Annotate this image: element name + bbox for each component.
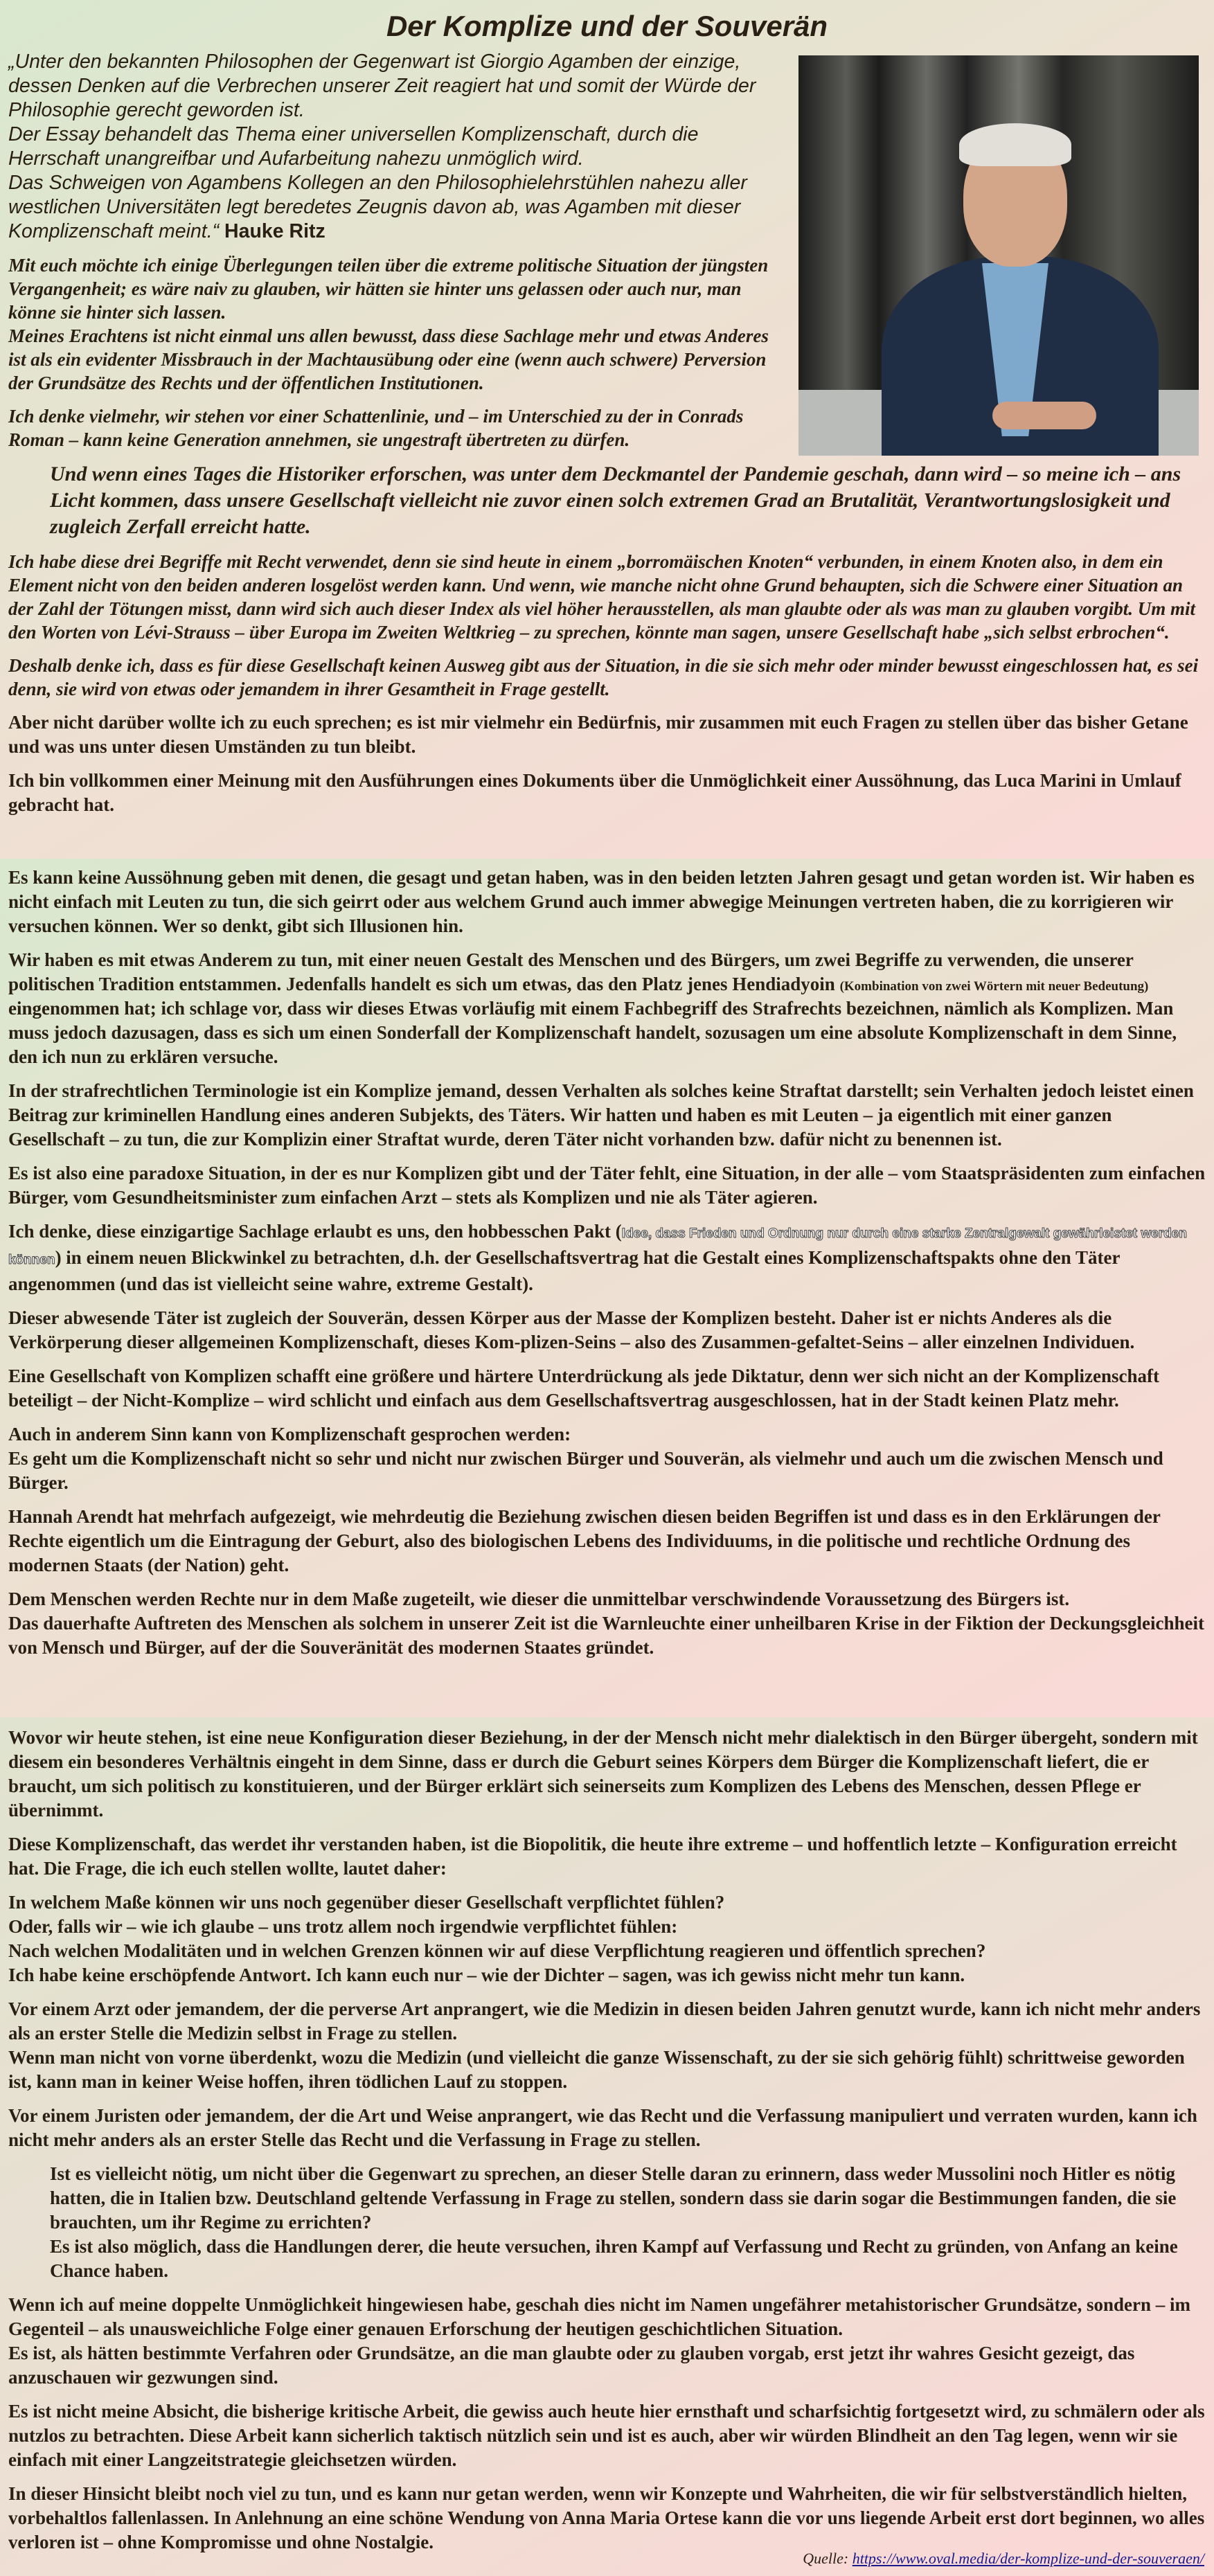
paragraph: Ich bin vollkommen einer Meinung mit den Ausführungen eines Dokuments über die Unmöglichkeit einer Aussöhnung, das Luca Marini in Umlauf gebracht hat.: [8, 770, 1181, 815]
source-line: [803, 2548, 1204, 2569]
photo-hand: [992, 402, 1096, 429]
paragraph: Es ist also möglich, dass die Handlungen derer, die heute versuchen, ihren Kampf auf Verfassung und Recht zu gründen, von Anfang an keine Chance haben.: [50, 2236, 1178, 2281]
section-biopolitics: [0, 1717, 1214, 2576]
paragraph: Hannah Arendt hat mehrfach aufgezeigt, wie mehrdeutig die Beziehung zwischen diesen beiden Begriffen ist und dass es in den Erklärungen der Rechte eigentlich um die Eintragung der Geburt, also des biologischen Lebens des Individuums, in die politische und rechtliche Ordnung des modernen Staats (der Nation) geht.: [8, 1506, 1161, 1575]
paragraph-text: Ich denke, diese einzigartige Sachlage erlaubt es uns, den hobbesschen Pakt (: [8, 1221, 622, 1242]
paragraph: Dem Menschen werden Rechte nur in dem Maße zugeteilt, wie dieser die unmittelbar verschwindende Voraussetzung des Bürgers ist.: [8, 1589, 1070, 1609]
intro-author: Hauke Ritz: [224, 220, 325, 242]
paragraph-text: eingenommen hat; ich schlage vor, dass wir dieses Etwas vorläufig mit einem Fachbegriff des Strafrechts bezeichnen, nämlich als Komplizen. Man muss jedoch dazusagen, dass es sich um einen Sonderfall der Komplizenschaft handelt, sozusagen um eine absolute Komplizenschaft in dem Sinne, den ich nun zu erklären versuche.: [8, 998, 1177, 1067]
paragraph: Vor einem Arzt oder jemandem, der die perverse Art anprangert, wie die Medizin in diesen beiden Jahren genutzt wurde, kann ich nicht mehr anders als an erster Stelle die Medizin selbst in Frage zu stellen.: [8, 1998, 1201, 2043]
source-label: Quelle:: [803, 2550, 849, 2567]
page-title: Der Komplize und der Souverän: [386, 10, 828, 42]
paragraph: In der strafrechtlichen Terminologie ist ein Komplize jemand, dessen Verhalten als solches keine Straftat darstellt; sein Verhalten jedoch leistet einen Beitrag zur kriminellen Handlung eines anderen Subjekts, des Täters. Wir hatten und haben es mit Leuten – ja eigentlich mit einer ganzen Gesellschaft – zu tun, die zur Komplizin einer Straftat wurde, deren Täter nicht vorhanden bzw. dafür nicht zu benennen ist.: [8, 1080, 1194, 1150]
paragraph: Aber nicht darüber wollte ich zu euch sprechen; es ist mir vielmehr ein Bedürfnis, mir zusammen mit euch Fragen zu stellen über das bisher Getane und was uns unter diesen Umständen zu tun bleibt.: [8, 712, 1188, 757]
paragraph: [8, 948, 1206, 1069]
paragraph: In dieser Hinsicht bleibt noch viel zu tun, und es kann nur getan werden, wenn wir Konzepte und Wahrheiten, die wir für selbstverständlich hielten, vorbehaltlos fallenlassen. In Anlehnung an eine schöne Wendung von Anna Maria Ortese kann die vor uns liegende Arbeit erst dort beginnen, wo alles verloren ist – ohne Kompromisse und ohne Nostalgie.: [8, 2483, 1205, 2552]
paragraph-text: ) in einem neuen Blickwinkel zu betrachten, d.h. der Gesellschaftsvertrag hat die Gestalt eines Komplizenschaftspakts ohne den Täter angenommen (und das ist vielleicht seine wahre, extreme Gestalt).: [8, 1247, 1121, 1294]
photo-hair: [959, 123, 1071, 166]
indented-block: [50, 2162, 1206, 2283]
intro-quote: [8, 50, 777, 244]
paragraph: Deshalb denke ich, dass es für diese Gesellschaft keinen Ausweg gibt aus der Situation, in die sie sich mehr oder minder bewusst eingeschlossen hat, es sei denn, sie wird von etwas oder jemandem in ihrer Gesamtheit in Frage gestellt.: [8, 655, 1199, 699]
paragraph: [8, 1219, 1206, 1296]
paragraph: Es ist also eine paradoxe Situation, in der es nur Komplizen gibt und der Täter fehlt, eine Situation, in der alle – vom Staatspräsidenten zum einfachen Bürger, vom Gesundheitsminister zum einfachen Arzt – stets als Komplizen und nie als Täter agieren.: [8, 1163, 1206, 1208]
footnote-inline: Idee, dass Frieden und Ordnung nur durch eine starke Zentralgewalt gewährleistet werden können: [8, 1226, 1187, 1267]
footnote-inline: (Kombination von zwei Wörtern mit neuer Bedeutung): [839, 979, 1149, 994]
paragraph-text: Wir haben es mit etwas Anderem zu tun, mit einer neuen Gestalt des Menschen und des Bürgers, um zwei Begriffe zu verwenden, die unserer politischen Tradition entstammen. Jedenfalls handelt es sich um etwas, das den Platz jenes Hendiadyoin: [8, 949, 1134, 994]
paragraph: Ich denke vielmehr, wir stehen vor einer Schattenlinie, und – im Unterschied zu der in Conrads Roman – kann keine Generation annehmen, sie ungestraft übertreten zu dürfen.: [8, 406, 744, 450]
paragraph: Ich habe keine erschöpfende Antwort. Ich kann euch nur – wie der Dichter – sagen, was ich gewiss nicht mehr tun kann.: [8, 1965, 965, 1985]
paragraph: Vor einem Juristen oder jemandem, der die Art und Weise anprangert, wie das Recht und die Verfassung manipuliert und verraten wurden, kann ich nicht mehr anders als an erster Stelle das Recht und die Verfassung in Frage zu stellen.: [8, 2105, 1197, 2150]
intro-paragraph: „Unter den bekannten Philosophen der Gegenwart ist Giorgio Agamben der einzige, dessen Denken auf die Verbrechen unserer Zeit reagiert hat und somit der Würde der Philosophie gerecht geworden ist.: [8, 51, 756, 121]
paragraph: Ich habe diese drei Begriffe mit Recht verwendet, denn sie sind heute in einem „borromäischen Knoten“ verbunden, in einem Knoten also, in dem ein Element nicht von den beiden anderen losgelöst werden kann. Und wenn, wie manche nicht ohne Grund behaupten, sich die Schwere einer Situation an der Zahl der Tötungen misst, dann wird sich auch dieser Index als viel höher herausstellen, als man glaubte oder als was man zu glauben vorgibt. Um mit den Worten von Lévi-Strauss – über Europa im Zweiten Weltkrieg – zu sprechen, könnte man sagen, unsere Gesellschaft habe „sich selbst erbrochen“.: [8, 551, 1195, 643]
paragraph: Auch in anderem Sinn kann von Komplizenschaft gesprochen werden:: [8, 1424, 571, 1444]
paragraph: Eine Gesellschaft von Komplizen schafft eine größere und härtere Unterdrückung als jede Diktatur, denn wer sich nicht an der Komplizenschaft beteiligt – der Nicht-Komplize – wird schlicht und einfach aus dem Gesellschaftsvertrag ausgeschlossen, hat in der Stadt keinen Platz mehr.: [8, 1366, 1159, 1411]
paragraph: Es ist nicht meine Absicht, die bisherige kritische Arbeit, die gewiss auch heute hier ernsthaft und scharfsichtig fortgesetzt wird, zu schmälern oder als nutzlos zu betrachten. Diese Arbeit kann sicherlich taktisch nützlich sein und ist es auch, aber wir würden Blindheit an den Tag legen, wenn wir sie einfach mit einer Langzeitstrategie gleichsetzen würden.: [8, 2401, 1205, 2470]
paragraph: Wenn man nicht von vorne überdenkt, wozu die Medizin (und vielleicht die ganze Wissenschaft, zu der sie sich gehörig fühlt) schrittweise geworden ist, kann man in keiner Weise hoffen, ihren tödlichen Lauf zu stoppen.: [8, 2047, 1185, 2092]
intro-text: Das Schweigen von Agambens Kollegen an den Philosophielehrstühlen nahezu aller westlichen Universitäten legt beredetes Zeugnis davon ab, was Agamben mit dieser Komplizenschaft meint.“: [8, 172, 747, 242]
paragraph: Es kann keine Aussöhnung geben mit denen, die gesagt und getan haben, was in den beiden letzten Jahren gesagt und getan worden ist. Wir haben es nicht einfach mit Leuten zu tun, die sich geirrt oder aus welchem Grund auch immer abwegige Meinungen vertreten haben, die zu korrigieren wir versuchen können. Wer so denkt, gibt sich Illusionen hin.: [8, 867, 1195, 936]
paragraph: Ist es vielleicht nötig, um nicht über die Gegenwart zu sprechen, an dieser Stelle daran zu erinnern, dass weder Mussolini noch Hitler es nötig hatten, die in Italien bzw. Deutschland geltende Verfassung in Frage zu stellen, sondern dass sie darin sogar die Bestimmungen fanden, die sie brauchten, um ihr Regime zu errichten?: [50, 2163, 1177, 2233]
paragraph: Es ist, als hätten bestimmte Verfahren oder Grundsätze, an die man glaubte oder zu glauben vorgab, erst jetzt ihr wahres Gesicht gezeigt, das anzuschauen wir gezwungen sind.: [8, 2343, 1135, 2388]
paragraph: Wovor wir heute stehen, ist eine neue Konfiguration dieser Beziehung, in der der Mensch nicht mehr dialektisch in den Bürger übergeht, sondern mit diesem ein besonderes Verhältnis eingeht in dem Sinne, dass er durch die Geburt seines Körpers dem Bürger die Komplizenschaft liefert, die er braucht, um sich politisch zu konstituieren, und der Bürger erklärt sich seinerseits zum Komplizen des Lebens des Menschen, dessen Pflege er übernimmt.: [8, 1727, 1198, 1821]
intro-paragraph: [8, 171, 777, 244]
paragraph: Es geht um die Komplizenschaft nicht so sehr und nicht nur zwischen Bürger und Souverän, als vielmehr und auch um die zwischen Mensch und Bürger.: [8, 1448, 1163, 1493]
paragraph: Mit euch möchte ich einige Überlegungen teilen über die extreme politische Situation der jüngsten Vergangenheit; es wäre naiv zu glauben, wir hätten sie hinter uns gelassen oder auch nur, man könne sie hinter sich lassen.: [8, 255, 769, 323]
paragraph: Dieser abwesende Täter ist zugleich der Souverän, dessen Körper aus der Masse der Komplizen besteht. Daher ist er nichts Anderes als die Verkörperung dieser allgemeinen Komplizenschaft, dieses Kom-plizen-Seins – also des Zusammen-gefaltet-Seins – aller einzelnen Individuen.: [8, 1307, 1135, 1352]
section-intro: [0, 0, 1214, 859]
section-complicity: [0, 859, 1214, 1717]
intro-paragraph: Der Essay behandelt das Thema einer universellen Komplizenschaft, durch die Herrschaft unangreifbar und Aufarbeitung nahezu unmöglich wird.: [8, 123, 699, 170]
paragraph: Diese Komplizenschaft, das werdet ihr verstanden haben, ist die Biopolitik, die heute ihre extreme – und hoffentlich letzte – Konfiguration erreicht hat. Die Frage, die ich euch stellen wollte, lautet daher:: [8, 1834, 1177, 1879]
author-photo: [798, 55, 1199, 456]
paragraph: Oder, falls wir – wie ich glaube – uns trotz allem noch irgendwie verpflichtet fühlen:: [8, 1916, 678, 1937]
paragraph: Das dauerhafte Auftreten des Menschen als solchem in unserer Zeit ist die Warnleuchte einer unheilbaren Krise in der Fiktion der Deckungsgleichheit von Mensch und Bürger, auf der die Souveränität des modernen Staates gründet.: [8, 1613, 1204, 1658]
paragraph: Wenn ich auf meine doppelte Unmöglichkeit hingewiesen habe, geschah dies nicht im Namen ungefährer metahistorischer Grundsätze, sondern – im Gegenteil – als unausweichliche Folge einer genauen Erforschung der heutigen geschichtlichen Situation.: [8, 2294, 1191, 2339]
block-quote: Und wenn eines Tages die Historiker erforschen, was unter dem Deckmantel der Pandemie geschah, dann wird – so meine ich – ans Licht kommen, dass unsere Gesellschaft vielleicht nie zuvor einen solch extremen Grad an Brutalität, Verantwortungslosigkeit und zugleich Zerfall erreicht hatte.: [50, 463, 1181, 538]
paragraph: Nach welchen Modalitäten und in welchen Grenzen können wir auf diese Verpflichtung reagieren und öffentlich sprechen?: [8, 1940, 986, 1961]
paragraph: In welchem Maße können wir uns noch gegenüber dieser Gesellschaft verpflichtet fühlen?: [8, 1892, 725, 1913]
paragraph: Meines Erachtens ist nicht einmal uns allen bewusst, dass diese Sachlage mehr und etwas Anderes ist als ein evidenter Missbrauch in der Machtausübung oder eine (wenn auch schwere) Perversion der Grundsätze des Rechts und der öffentlichen Institutionen.: [8, 325, 769, 393]
source-link[interactable]: https://www.oval.media/der-komplize-und-der-souveraen/: [852, 2550, 1204, 2567]
